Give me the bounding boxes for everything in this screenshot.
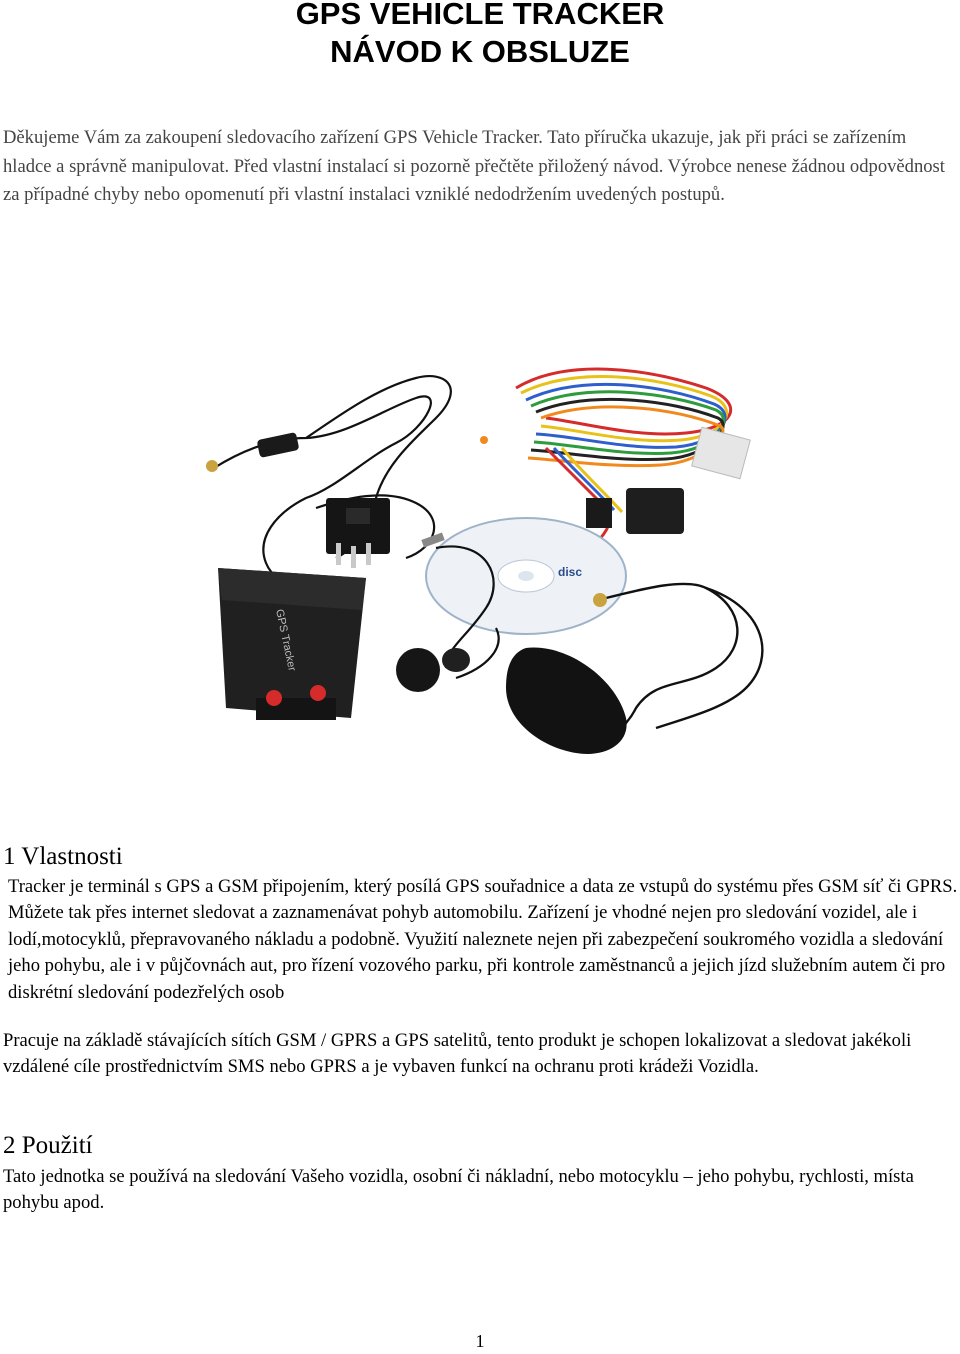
- section-2-paragraph-1: Tato jednotka se používá na sledování Vašeho vozidla, osobní či nákladní, nebo motocyklu – jeho pohybu, rychlosti, místa pohybu apod.: [3, 1166, 914, 1214]
- product-photo: [186, 348, 786, 818]
- disc-label: disc: [558, 565, 583, 579]
- tracker-device: [218, 568, 366, 720]
- antenna-cable: [214, 376, 451, 589]
- section-heading-vlastnosti: 1 Vlastnosti: [3, 843, 123, 870]
- document-title-line1: GPS VEHICLE TRACKER: [295, 0, 665, 31]
- inline-fuse-box: [257, 432, 300, 458]
- device-label: GPS Tracker: [273, 608, 298, 673]
- software-disc: [426, 518, 626, 634]
- connector-pin-icon: [480, 436, 488, 444]
- harness-connector-left: [586, 498, 612, 528]
- section-1-paragraph-1: Tracker je terminál s GPS a GSM připojením, který posílá GPS souřadnice a data ze vstupů do systému přes GSM síť či GPRS. Můžete tak přes internet sledovat a zaznamenávat pohyb automobilu. Zařízení je vhodné nejen pro sledování vozidel, ale i lodí,motocyklů, přepravovaného nákladu a podobně. Využití naleznete nejen při zabezpečení soukromého vozidla a sledování jeho pohybu, ale i v půjčovnách aut, pro řízení vozového parku, při kontrole zaměstnanců a jejich jízd služebním autem či pro diskrétní sledování podezřelých osob: [8, 876, 958, 1003]
- relay: [326, 498, 390, 568]
- intro-paragraph: Děkujeme Vám za zakoupení sledovacího zařízení GPS Vehicle Tracker. Tato příručka ukazuje, jak při práci se zařízením hladce a správně manipulovat. Před vlastní instalací si pozorně přečtěte přiložený návod. Výrobce nenese žádnou odpovědnost za případné chyby nebo opomenutí při vlastní instalaci vzniklé nedodržením uvedených postupů.: [3, 127, 945, 205]
- microphone: [396, 648, 470, 692]
- gps-connector: [593, 593, 607, 607]
- harness-tag: [692, 427, 751, 479]
- document-title-line2: NÁVOD K OBSLUZE: [330, 34, 630, 69]
- antenna-connector: [206, 460, 218, 472]
- harness-connector-right: [626, 488, 684, 534]
- antenna-port-icon: [310, 685, 326, 701]
- page-number: 1: [475, 1331, 485, 1351]
- section-heading-pouziti: 2 Použití: [3, 1132, 93, 1159]
- antenna-port-icon: [266, 690, 282, 706]
- section-1-paragraph-2: Pracuje na základě stávajících sítích GSM / GPRS a GPS satelitů, tento produkt je schopen lokalizovat a sledovat jakékoli vzdálené cíle prostřednictvím SMS nebo GPRS a je vybaven funkcí na ochranu proti krádeži Vozidla.: [3, 1030, 912, 1078]
- gps-antenna-puck: [506, 648, 627, 754]
